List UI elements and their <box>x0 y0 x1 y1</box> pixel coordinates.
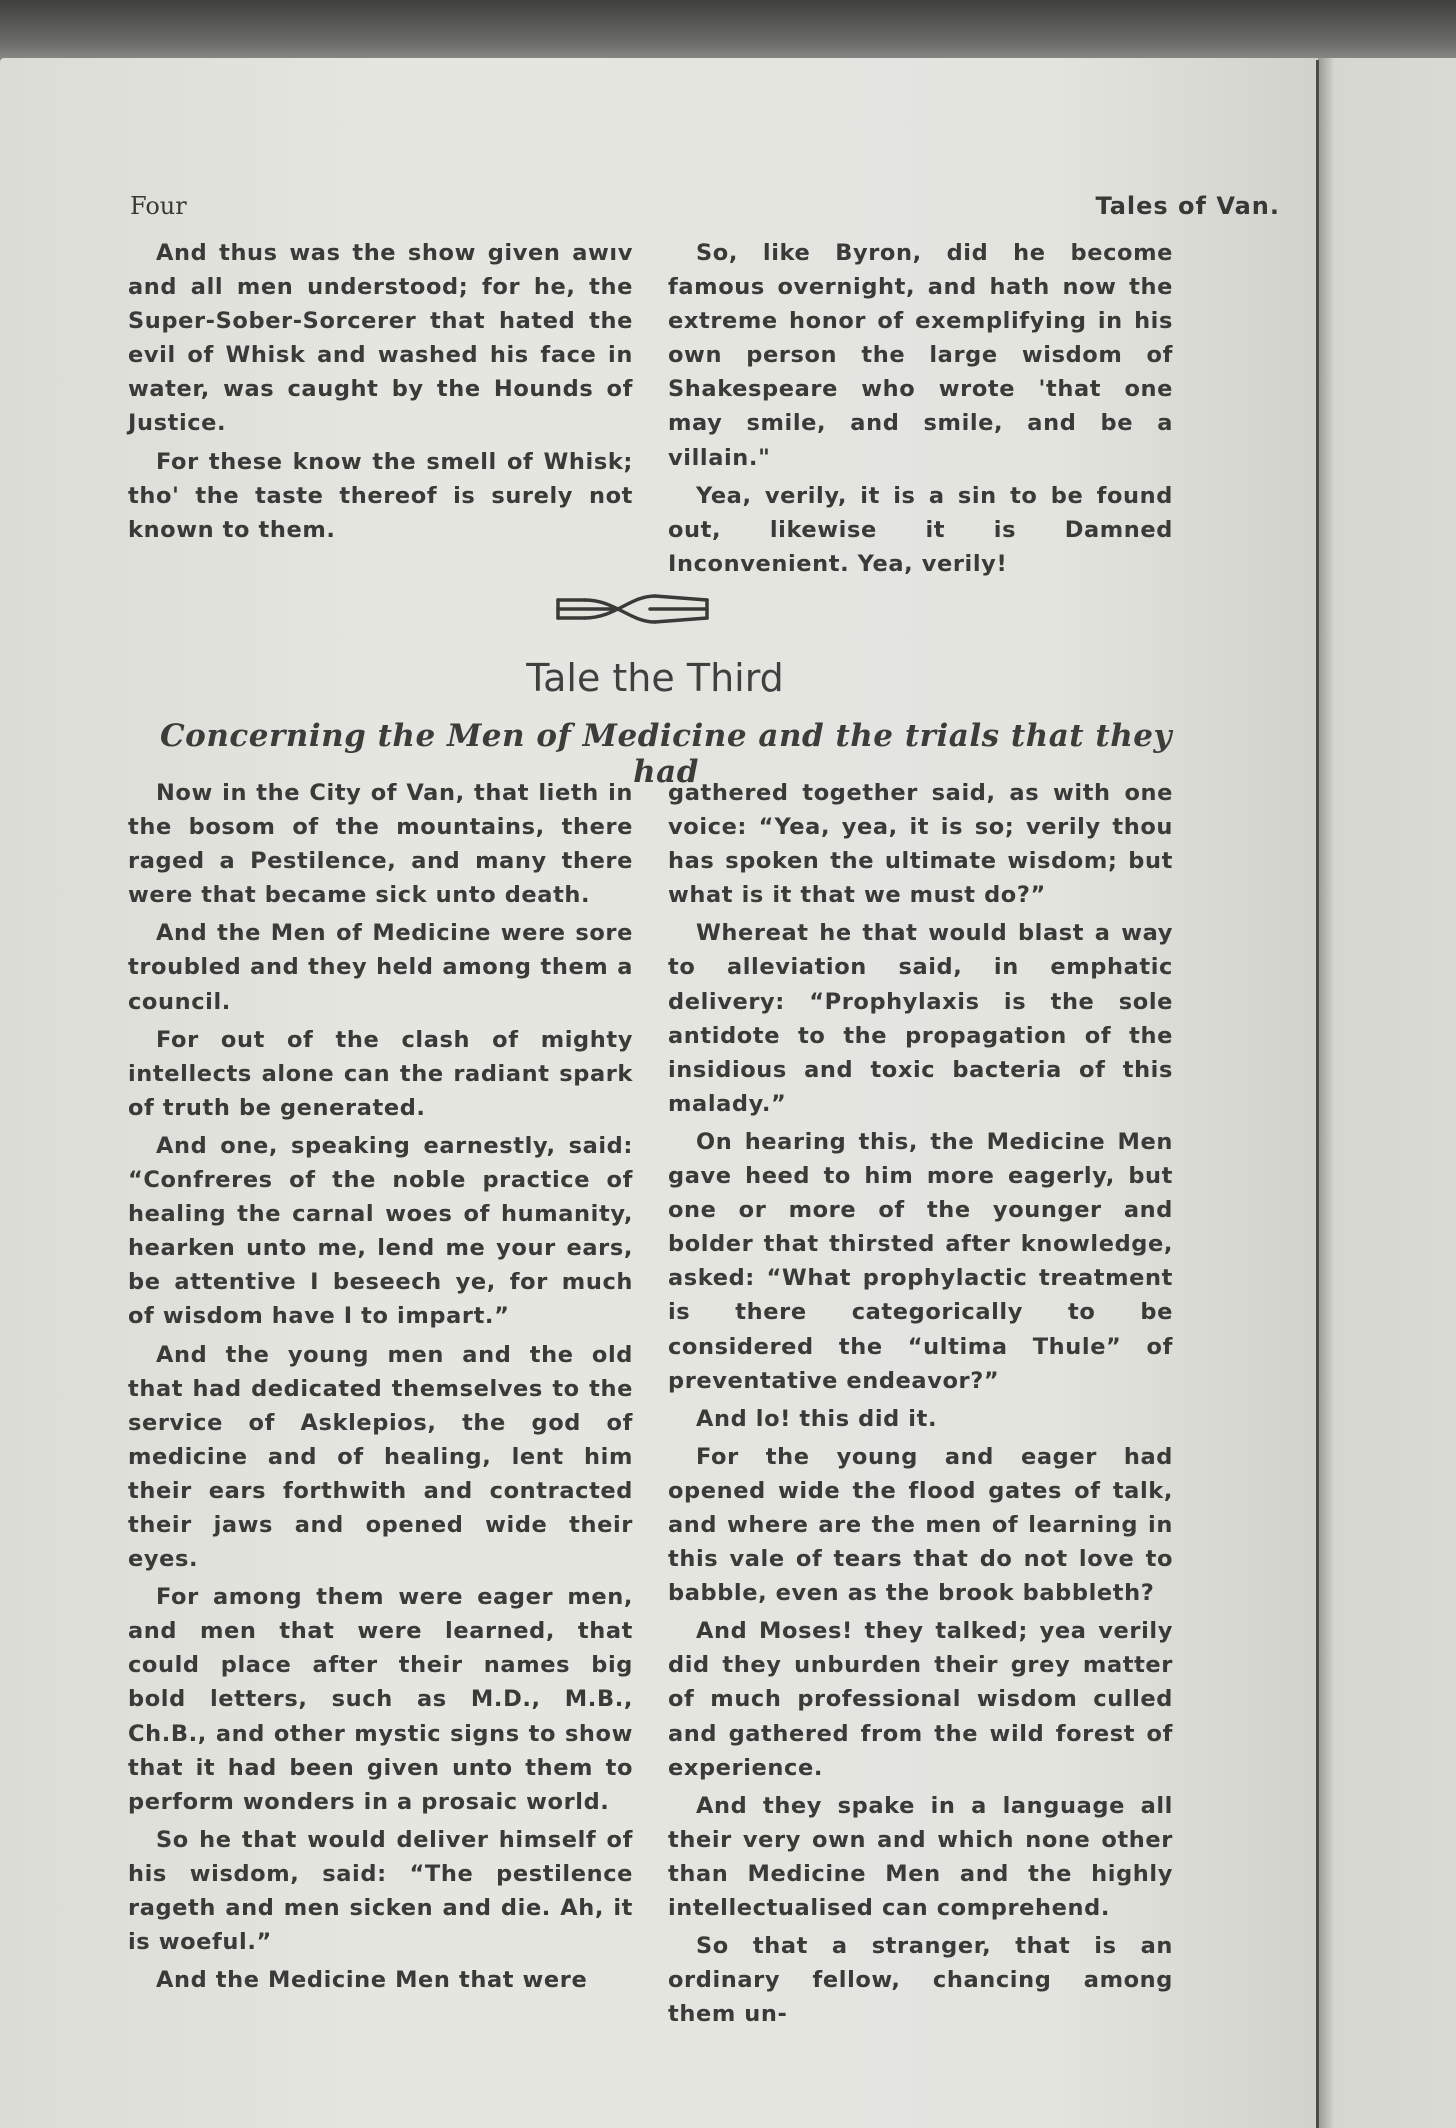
paragraph: And the Men of Medicine were sore troubled and they held among them a council. <box>128 920 633 1015</box>
paragraph: On hearing this, the Medicine Men gave heed to him more eagerly, but one or more of the younger and bolder that thirsted after knowledge, asked: “What prophylactic treatment is there categorically to be considered the “ultima Thule” of preventative endeavor?” <box>668 1128 1173 1394</box>
tale-title: Tale the Third <box>526 656 784 700</box>
paragraph: So he that would deliver himself of his wisdom, said: “The pestilence rageth and men sicken and die. Ah, it is woeful.” <box>128 1826 633 1956</box>
paragraph: For the young and eager had opened wide the flood gates of talk, and where are the men of learning in this vale of tears that do not love to babble, even as the brook babbleth? <box>668 1443 1173 1607</box>
page-gutter <box>1316 60 1319 2128</box>
left-text-column <box>128 776 633 2001</box>
paragraph: Whereat he that would blast a way to alleviation said, in emphatic delivery: “Prophylaxis is the sole antidote to the propagation of the insidious and toxic bacteria of this malady.” <box>668 920 1173 1117</box>
paragraph: And lo! this did it. <box>696 1405 938 1432</box>
paragraph: So that a stranger, that is an ordinary fellow, chancing among them un- <box>668 1933 1173 2028</box>
paragraph: And the young men and the old that had dedicated themselves to the service of Asklepios, the god of medicine and of healing, lent him their ears forthwith and contracted their jaws and opened wide their eyes. <box>128 1341 633 1573</box>
paragraph: And thus was the show given awıv and all men understood; for he, the Super-Sober-Sorcerer that hated the evil of Whisk and washed his face in water, was caught by the Hounds of Justice. <box>128 240 633 437</box>
page-number-label: Four <box>130 192 187 220</box>
paragraph: And they spake in a language all their very own and which none other than Medicine Men and the highly intellectualised can comprehend. <box>668 1792 1173 1921</box>
paragraph: And the Medicine Men that were <box>156 1967 588 1994</box>
tale-subtitle: Concerning the Men of Medicine and the trials that they had <box>159 718 1173 790</box>
paragraph: Now in the City of Van, that lieth in the bosom of the mountains, there raged a Pestilence, and many there were that became sick unto death. <box>128 780 633 909</box>
section-divider-ornament <box>555 592 710 626</box>
facing-page-edge <box>1318 58 1456 2128</box>
paragraph: For among them were eager men, and men that were learned, that could place after their names big bold letters, such as M.D., M.B., Ch.B., and other mystic signs to show that it had been given unto them to perform wonders in a prosaic world. <box>128 1584 633 1815</box>
paragraph: Yea, verily, it is a sin to be found out, likewise it is Damned Inconvenient. Yea, verily! <box>668 482 1173 577</box>
paragraph: For these know the smell of Whisk; tho' the taste thereof is surely not known to them. <box>128 448 633 543</box>
continued-text-left <box>128 236 633 551</box>
continued-text-right <box>668 236 1173 585</box>
paragraph: gathered together said, as with one voice: “Yea, yea, it is so; verily thou has spoken the ultimate wisdom; but what is it that we must do?” <box>668 780 1173 909</box>
paragraph: And one, speaking earnestly, said: “Confreres of the noble practice of healing the carnal woes of humanity, hearken unto me, lend me your ears, be attentive I beseech ye, for much of wisdom have I to impart.” <box>128 1132 633 1330</box>
right-text-column <box>668 776 1173 2035</box>
paragraph: And Moses! they talked; yea verily did they unburden their grey matter of much professional wisdom culled and gathered from the wild forest of experience. <box>668 1618 1173 1781</box>
paragraph: So, like Byron, did he become famous overnight, and hath now the extreme honor of exemplifying in his own person the large wisdom of Shakespeare who wrote 'that one may smile, and smile, and be a villain." <box>668 240 1173 471</box>
paragraph: For out of the clash of mighty intellects alone can the radiant spark of truth be generated. <box>128 1026 633 1121</box>
running-title: Tales of Van. <box>1095 192 1280 220</box>
scan-background-top <box>0 0 1456 62</box>
